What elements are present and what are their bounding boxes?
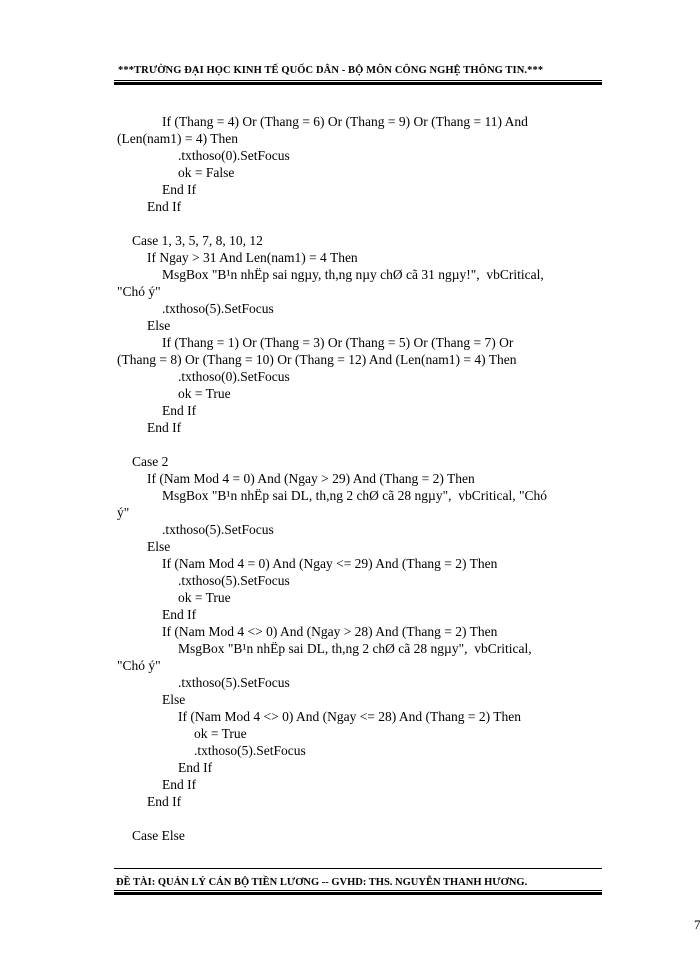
code-line: MsgBox "B¹n nhËp sai ngµy, th,ng nµy chØ cã 31 ngµy!", vbCritical, — [162, 267, 544, 282]
code-line: MsgBox "B¹n nhËp sai DL, th,ng 2 chØ cã 28 ngµy", vbCritical, "Chó — [162, 488, 547, 503]
page-footer: ĐỀ TÀI: QUẢN LÝ CÁN BỘ TIỀN LƯƠNG -- GVHD: THS. NGUYỄN THANH HƯƠNG. — [116, 877, 528, 888]
code-line: ý" — [117, 505, 130, 520]
code-line: If Ngay > 31 And Len(nam1) = 4 Then — [147, 250, 358, 265]
code-line: If (Nam Mod 4 <> 0) And (Ngay <= 28) And (Thang = 2) Then — [178, 709, 522, 724]
footer-rule-thin — [114, 890, 602, 891]
code-line: .txthoso(5).SetFocus — [162, 522, 274, 537]
page-header: ***TRƯỜNG ĐẠI HỌC KINH TẾ QUỐC DÂN - BỘ MÔN CÔNG NGHỆ THÔNG TIN.*** — [118, 65, 544, 76]
page-number: 7 — [694, 917, 700, 932]
code-line: If (Thang = 1) Or (Thang = 3) Or (Thang = 5) Or (Thang = 7) Or — [162, 335, 514, 350]
code-line: "Chó ý" — [117, 284, 161, 299]
code-line: Case 1, 3, 5, 7, 8, 10, 12 — [132, 233, 263, 248]
code-line: Else — [162, 692, 186, 707]
code-line: Case 2 — [132, 454, 169, 469]
code-line: MsgBox "B¹n nhËp sai DL, th,ng 2 chØ cã 28 ngµy", vbCritical, — [178, 641, 532, 656]
code-line: If (Nam Mod 4 <> 0) And (Ngay > 28) And (Thang = 2) Then — [162, 624, 498, 639]
code-line: ok = True — [178, 590, 231, 605]
code-line: .txthoso(5).SetFocus — [194, 743, 306, 758]
code-line: .txthoso(0).SetFocus — [178, 148, 290, 163]
code-line: ok = True — [194, 726, 247, 741]
code-line: End If — [147, 420, 182, 435]
code-line: "Chó ý" — [117, 658, 161, 673]
code-line: Else — [147, 318, 171, 333]
code-line: End If — [147, 199, 182, 214]
code-line: End If — [162, 182, 197, 197]
code-line: .txthoso(5).SetFocus — [178, 675, 290, 690]
code-line: End If — [147, 794, 182, 809]
code-line: If (Nam Mod 4 = 0) And (Ngay <= 29) And (Thang = 2) Then — [162, 556, 498, 571]
code-line: End If — [162, 607, 197, 622]
code-line: .txthoso(0).SetFocus — [178, 369, 290, 384]
code-line: .txthoso(5).SetFocus — [178, 573, 290, 588]
code-line: (Thang = 8) Or (Thang = 10) Or (Thang = 12) And (Len(nam1) = 4) Then — [117, 352, 517, 367]
code-line: Else — [147, 539, 171, 554]
code-line: If (Thang = 4) Or (Thang = 6) Or (Thang = 9) Or (Thang = 11) And — [162, 114, 528, 129]
code-line: Case Else — [132, 828, 185, 843]
footer-rule-top — [114, 868, 602, 869]
code-line: ok = True — [178, 386, 231, 401]
code-line: End If — [178, 760, 213, 775]
footer-rule-thick — [114, 892, 602, 895]
code-line: (Len(nam1) = 4) Then — [117, 131, 238, 146]
code-line: End If — [162, 777, 197, 792]
code-line: ok = False — [178, 165, 235, 180]
code-line: .txthoso(5).SetFocus — [162, 301, 274, 316]
code-line: End If — [162, 403, 197, 418]
code-line: If (Nam Mod 4 = 0) And (Ngay > 29) And (Thang = 2) Then — [147, 471, 475, 486]
